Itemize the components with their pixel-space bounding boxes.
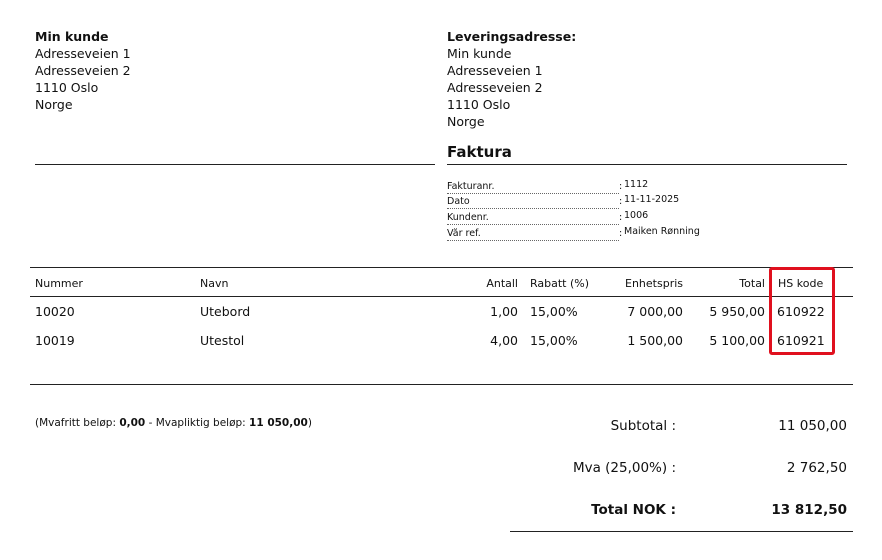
- column-header-quantity: Antall: [486, 277, 518, 290]
- cell-number: 10019: [35, 333, 75, 348]
- document-title: Faktura: [447, 143, 512, 161]
- customer-address-line: Adresseveien 1: [35, 46, 131, 61]
- meta-date: [447, 196, 847, 211]
- cell-unit-price: 7 000,00: [627, 304, 683, 319]
- column-header-hs-code: HS kode: [778, 277, 824, 290]
- cell-total: 5 950,00: [709, 304, 765, 319]
- vat-taxable-amount: 11 050,00: [249, 417, 308, 429]
- cell-hs-code: 610922: [777, 304, 825, 319]
- meta-colon: :: [619, 228, 623, 239]
- cell-unit-price: 1 500,00: [627, 333, 683, 348]
- divider-left: [35, 164, 435, 165]
- divider-right: [447, 164, 847, 165]
- vat-exempt-amount: 0,00: [119, 417, 146, 429]
- meta-label: Kundenr.: [447, 212, 489, 223]
- total-label: Total NOK :: [591, 502, 676, 518]
- vat-note: [35, 417, 312, 429]
- meta-label: Dato: [447, 196, 470, 207]
- column-header-discount: Rabatt (%): [530, 277, 590, 290]
- column-header-total: Total: [739, 277, 765, 290]
- total-underline: [510, 531, 853, 532]
- customer-name: Min kunde: [35, 29, 109, 44]
- delivery-address-line: Adresseveien 2: [447, 80, 543, 95]
- meta-value: 11-11-2025: [624, 194, 680, 205]
- cell-name: Utestol: [200, 333, 245, 348]
- meta-customer-number: [447, 212, 847, 227]
- cell-number: 10020: [35, 304, 75, 319]
- cell-quantity: 1,00: [490, 304, 518, 319]
- meta-label: Fakturanr.: [447, 181, 495, 192]
- cell-discount: 15,00%: [530, 304, 578, 319]
- cell-discount: 15,00%: [530, 333, 578, 348]
- delivery-heading: Leveringsadresse:: [447, 29, 577, 44]
- subtotal-value: 11 050,00: [778, 418, 847, 434]
- customer-address-line: Adresseveien 2: [35, 63, 131, 78]
- column-header-unit-price: Enhetspris: [625, 277, 683, 290]
- customer-address: [35, 28, 131, 113]
- vat-value: 2 762,50: [786, 460, 847, 476]
- cell-total: 5 100,00: [709, 333, 765, 348]
- table-bottom-rule: [30, 384, 853, 385]
- meta-label: Vår ref.: [447, 228, 481, 239]
- column-header-number: Nummer: [35, 277, 83, 290]
- cell-quantity: 4,00: [490, 333, 518, 348]
- table-top-rule: [30, 267, 853, 268]
- table-header-rule: [30, 296, 853, 297]
- delivery-address-line: 1110 Oslo: [447, 97, 511, 112]
- delivery-address-line: Adresseveien 1: [447, 63, 543, 78]
- customer-address-line: Norge: [35, 97, 73, 112]
- meta-our-reference: [447, 228, 847, 243]
- meta-value: 1112: [624, 179, 649, 190]
- cell-hs-code: 610921: [777, 333, 825, 348]
- cell-name: Utebord: [200, 304, 251, 319]
- delivery-address-line: Min kunde: [447, 46, 512, 61]
- meta-colon: :: [619, 212, 623, 223]
- hs-code-highlight-box: [769, 267, 835, 355]
- vat-label: Mva (25,00%) :: [572, 460, 676, 476]
- vat-note-middle: - Mvapliktig beløp:: [145, 417, 250, 429]
- vat-note-prefix: (Mvafritt beløp:: [35, 417, 120, 429]
- meta-value: Maiken Rønning: [624, 226, 700, 237]
- customer-address-line: 1110 Oslo: [35, 80, 99, 95]
- column-header-name: Navn: [200, 277, 229, 290]
- vat-note-suffix: ): [307, 417, 312, 429]
- delivery-address: [447, 28, 576, 130]
- total-value: 13 812,50: [771, 502, 847, 518]
- meta-value: 1006: [624, 210, 649, 221]
- meta-colon: :: [619, 196, 623, 207]
- subtotal-label: Subtotal :: [610, 418, 676, 434]
- meta-colon: :: [619, 181, 623, 192]
- delivery-address-line: Norge: [447, 114, 485, 129]
